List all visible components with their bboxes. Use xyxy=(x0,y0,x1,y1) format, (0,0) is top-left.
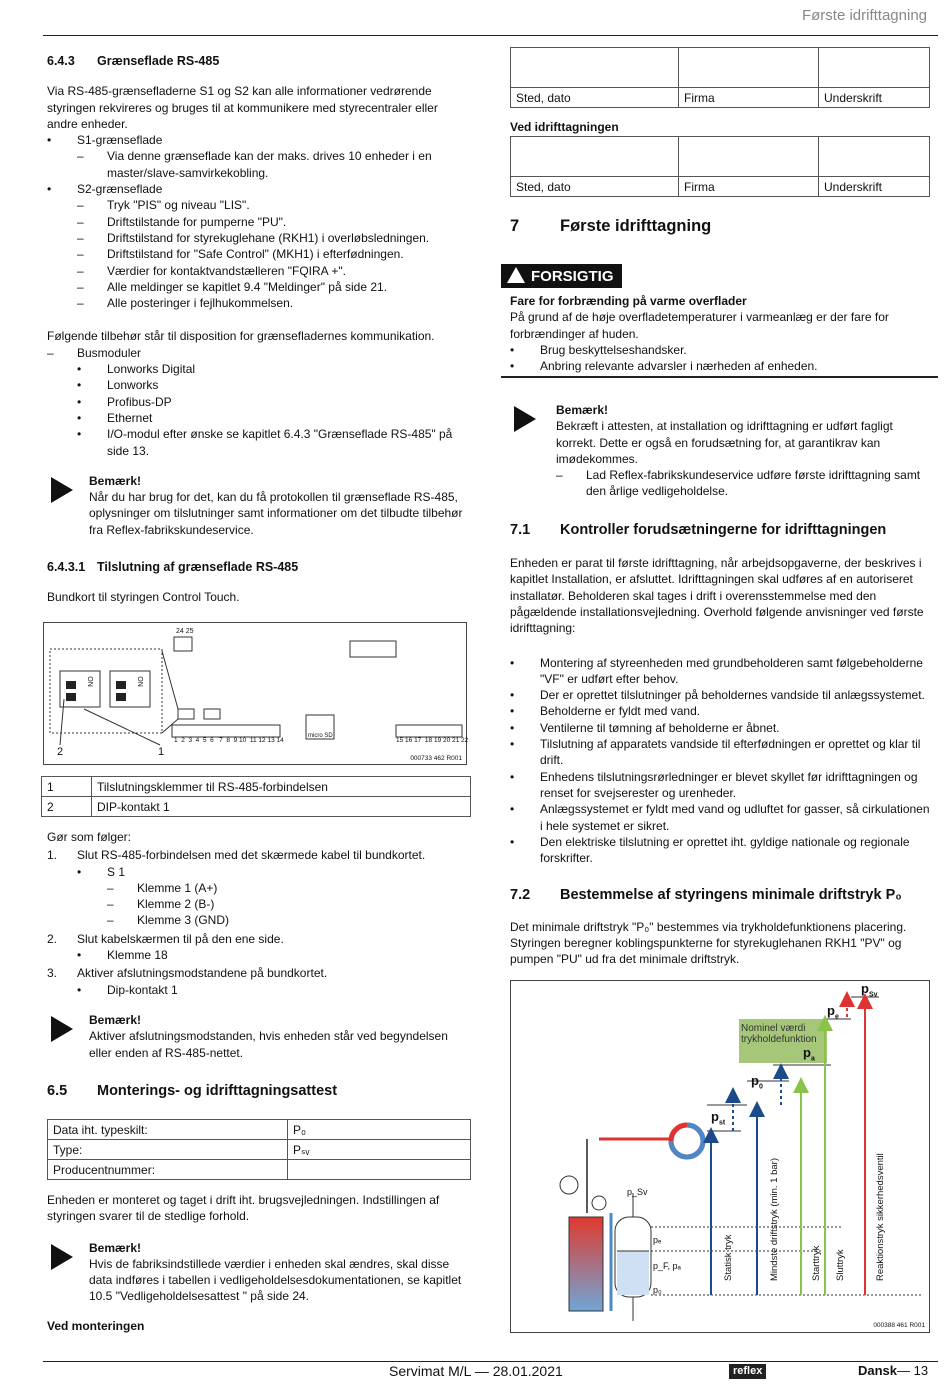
list-item: • Klemme 18 xyxy=(77,948,168,963)
table-row: Sted, dato Firma Underskrift xyxy=(511,88,930,108)
step: 3. Aktiver afslutningsmodstandene på bundkortet. xyxy=(47,966,328,981)
list-item: • Ethernet xyxy=(77,410,153,425)
list-item: • I/O-modul efter ønske se kapitlet 6.4.3 "Grænseflade RS-485" på side 13. xyxy=(77,427,453,458)
valve-label: p_Sv xyxy=(627,1187,648,1197)
switch-label: ON xyxy=(135,676,143,687)
list-item: • Brug beskyttelseshandsker. xyxy=(510,342,687,357)
s72-text: Det minimale driftstryk "P₀" bestemmes via trykholdefunktionens placering. Styringen beregner koblingspunkterne for styrekuglehanen RKH1 "PV" og pumpen "PU" ud fra det minimale driftstryk. xyxy=(510,919,907,967)
vertical-label: Starttryk xyxy=(811,1245,822,1281)
caution-block xyxy=(510,293,930,374)
list-item: – Via denne grænseflade kan der maks. drives 10 enheder i en master/slave-samvirkekobling. xyxy=(77,149,432,180)
terminal-label: 24 25 xyxy=(176,628,194,635)
sd-label: micro SD xyxy=(308,733,333,739)
section-heading-7-2: 7.2 Bestemmelse af styringens minimale driftstryk P₀ xyxy=(510,887,902,904)
list-item: • Lonworks Digital xyxy=(77,362,196,377)
pressure-diagram xyxy=(510,980,930,1333)
header-rule xyxy=(43,35,938,36)
list-item: • Profibus-DP xyxy=(77,394,172,409)
signature-table-2-wrap xyxy=(510,136,930,197)
caution-text: På grund af de høje overfladetemperaturer i varmeanlæg er der fare for forbrændinger af huden. xyxy=(510,310,889,341)
note-arrow-icon xyxy=(51,1244,73,1270)
table-row: Producentnummer: xyxy=(48,1160,471,1180)
step: 1. Slut RS-485-forbindelsen med det skærmede kabel til bundkortet. xyxy=(47,848,426,863)
table-row: 1 Tilslutningsklemmer til RS-485-forbindelsen xyxy=(42,777,471,797)
vertical-label: Sluttryk xyxy=(835,1249,846,1281)
terminal-numbers: 15 16 17 18 19 20 21 22 xyxy=(396,737,469,744)
pump-icon xyxy=(560,1176,578,1194)
legend-table xyxy=(41,776,471,817)
note-arrow-icon xyxy=(51,477,73,503)
list-item: • Tilslutning af apparatets vandside til efterfødningen er oprettet og klar til drift. xyxy=(510,737,921,768)
vessel-label: p_F, pₐ xyxy=(653,1261,681,1271)
reflex-logo: reflex xyxy=(729,1364,766,1379)
note-arrow-icon xyxy=(514,406,536,432)
cert-text: Enheden er monteret og taget i drift iht. brugsvejledningen. Indstillingen af styringen svarer til de stedlige forhold. xyxy=(47,1193,440,1224)
list-item: – Driftstilstande for pumperne "PU". xyxy=(77,214,287,229)
list-item: • Anbring relevante advarsler i nærheden af enheden. xyxy=(510,359,818,374)
list-item: • Anlægssystemet er fyldt med vand og udluftet for gasser, så cirkulationen i hele systemet er sikret. xyxy=(510,802,930,833)
montering-label: Ved monteringen xyxy=(47,1318,145,1333)
section-heading-6-4-3-1: 6.4.3.1 Tilslutning af grænseflade RS-485 xyxy=(47,560,299,575)
list-item: • Dip-kontakt 1 xyxy=(77,982,178,997)
vertical-label: Statisk tryk xyxy=(723,1234,734,1281)
s71-text: Enheden er parat til første idrifttagning, når arbejdsopgaverne, der beskrives i kapitlet Installation, er afsluttet. Idrifttagningen skal udføres af en autoriseret installatør. Beholderen skal tages i drift i overensstemmelse med den pågældende installationsvejledning. Overhold følgende anvisninger ved første idrifttagning: xyxy=(510,556,924,636)
vessel-label: pₑ xyxy=(653,1235,662,1245)
accessories-intro: Følgende tilbehør står til disposition for grænsefladernes kommunikation. xyxy=(47,329,435,344)
idrift-label: Ved idrifttagningen xyxy=(510,120,619,134)
nominal-label: Nominel værdi trykholdefunktion xyxy=(741,1023,817,1045)
list-item: • Beholderne er fyldt med vand. xyxy=(510,704,701,719)
list-item: – Tryk "PIS" og niveau "LIS". xyxy=(77,198,250,213)
list-item: – Klemme 1 (A+) xyxy=(107,880,218,895)
vertical-label: Reaktionstryk sikkerhedsventil xyxy=(875,1153,886,1281)
footer-lang: Dansk xyxy=(858,1363,898,1378)
list-item: • Enhedens tilslutningsrørledninger er blevet skyllet før idrifttagningen og renset for svejserester og urenheder. xyxy=(510,769,918,800)
boiler-tank xyxy=(569,1217,603,1311)
terminal-block xyxy=(174,637,192,651)
terminal-numbers: 1 2 3 4 5 6 7 8 9 10 11 12 13 14 xyxy=(174,737,284,744)
legend-table-wrap xyxy=(41,776,471,817)
list-item: – Klemme 2 (B-) xyxy=(107,897,215,912)
table-row: Sted, dato Firma Underskrift xyxy=(511,177,930,197)
note-box: Bemærk! Når du har brug for det, kan du få protokollen til grænseflade RS-485, oplysninger om tilslutninger samt informationer om det tilbudte tilbehør fra Reflex-fabrikskundeservice. xyxy=(47,473,469,538)
list-item: • Montering af styreenheden med grundbeholderen samt følgebeholderne "VF" er udført efter behov. xyxy=(510,655,923,686)
section-heading-6-4-3: 6.4.3 Grænseflade RS-485 xyxy=(47,54,220,68)
callout-2: 2 xyxy=(57,746,64,758)
figure-code: 000388 461 R001 xyxy=(873,1322,925,1329)
footer-rule xyxy=(43,1361,938,1362)
step: 2. Slut kabelskærmen til på den ene side. xyxy=(47,931,284,946)
list-item: – Klemme 3 (GND) xyxy=(107,913,230,928)
section-heading-7-1: 7.1 Kontroller forudsætningerne for idrifttagningen xyxy=(510,521,887,538)
note-box: Bemærk! Aktiver afslutningsmodstanden, hvis enheden står ved begyndelsen eller enden af RS-485-nettet. xyxy=(47,1012,469,1061)
pe-label: $p_e$ xyxy=(827,1003,839,1021)
signature-table-1-wrap xyxy=(510,47,930,108)
table-row xyxy=(511,137,930,177)
footer-product: Servimat M/L — 28.01.2021 xyxy=(389,1363,563,1379)
cert-block xyxy=(47,1192,469,1334)
chip xyxy=(350,641,396,657)
note-box: Bemærk! Hvis de fabriksindstillede værdier i enheden skal ændres, skal disse data indføres i tabellen i vedligeholdelsesdokumentationen, se kapitlet 10.5 "Vedligeholdelsesattest " på side 24. xyxy=(47,1240,469,1305)
figure-code: 000733 462 R001 xyxy=(410,755,462,762)
list-item: • S1-grænseflade xyxy=(47,133,163,148)
left-column xyxy=(47,53,469,606)
vertical-label: Mindste driftstryk (min. 1 bar) xyxy=(769,1158,780,1281)
pa-label: $p_a$ xyxy=(803,1045,815,1063)
dip-switch-small xyxy=(178,709,194,719)
list-item: – Alle meldinger se kapitlet 9.4 "Meldinger" på side 21. xyxy=(77,279,388,294)
page-number: — 13 xyxy=(897,1363,929,1378)
running-title: Første idrifttagning xyxy=(801,7,927,24)
right-body xyxy=(510,402,930,968)
list-item: – Busmoduler xyxy=(47,345,142,360)
list-item: • Der er oprettet tilslutninger på beholdernes vandside til anlægssystemet. xyxy=(510,688,925,703)
list-item: • Ventilerne til tømning af beholderne er åbnet. xyxy=(510,720,780,735)
list-item: – Driftstilstand for "Safe Control" (MKH1) i efterfødningen. xyxy=(77,247,404,262)
caution-badge: FORSIGTIG xyxy=(501,264,622,288)
gauge-icon xyxy=(592,1196,606,1210)
cert-table-wrap xyxy=(47,1119,471,1180)
table-row: Type: Pₛᵥ xyxy=(48,1140,471,1160)
note-box: Bemærk! Bekræft i attesten, at installation og idrifttagning er udført fagligt korrekt. Dette er også en forudsætning for, at garantikrav kan imødekommes. – Lad Reflex-fabrikskundeservice udføre første idrifttagning samt den årlige vedligeholdelse. xyxy=(510,402,930,500)
note-arrow-icon xyxy=(51,1016,73,1042)
table-row: 2 DIP-kontakt 1 xyxy=(42,797,471,817)
section-heading-7: 7 Første idrifttagning xyxy=(510,217,712,235)
list-item: – Driftstilstand for styrekuglehane (RKH1) i overløbsledningen. xyxy=(77,230,430,245)
list-item: • S2-grænseflade xyxy=(47,182,163,197)
switch-label: ON xyxy=(85,676,93,687)
dip-switch-small xyxy=(204,709,220,719)
signature-table xyxy=(510,136,930,197)
warning-icon xyxy=(507,267,525,283)
table-row xyxy=(511,48,930,88)
signature-table xyxy=(510,47,930,108)
intro-paragraph: Via RS-485-grænsefladerne S1 og S2 kan alle informationer vedrørende styringen rekvireres og bruges til at kommunikere med styrecentraler eller andre enheder. xyxy=(47,84,438,131)
board-figure xyxy=(43,622,467,765)
caution-rule xyxy=(501,376,938,378)
terminals-1-14 xyxy=(172,725,280,737)
table-row: Data iht. typeskilt: P₀ xyxy=(48,1120,471,1140)
psv-label: $p_{Sv}$ xyxy=(861,981,878,999)
terminals-15-22 xyxy=(396,725,462,737)
list-item: • Den elektriske tilslutning er oprettet iht. gyldige nationale og regionale forskrifter. xyxy=(510,834,910,866)
board-intro: Bundkort til styringen Control Touch. xyxy=(47,590,240,605)
list-item: • Lonworks xyxy=(77,378,159,393)
steps-intro: Gør som følger: xyxy=(47,830,132,844)
callout-1: 1 xyxy=(158,746,165,758)
list-item: – Værdier for kontaktvandstælleren "FQIRA +". xyxy=(77,263,346,278)
p0-label: $p_0$ xyxy=(751,1073,763,1091)
section-heading-6-5: 6.5 Monterings- og idrifttagningsattest xyxy=(47,1082,338,1099)
cert-table xyxy=(47,1119,471,1180)
caution-title: Fare for forbrænding på varme overflader xyxy=(510,294,747,308)
right-column xyxy=(510,218,930,234)
vessel-label: p₀ xyxy=(653,1285,662,1295)
list-item: – Alle posteringer i fejlhukommelsen. xyxy=(77,296,294,311)
pst-label: $p_{st}$ xyxy=(711,1109,726,1127)
list-item: • S 1 xyxy=(77,864,126,879)
steps-block xyxy=(47,829,469,1099)
